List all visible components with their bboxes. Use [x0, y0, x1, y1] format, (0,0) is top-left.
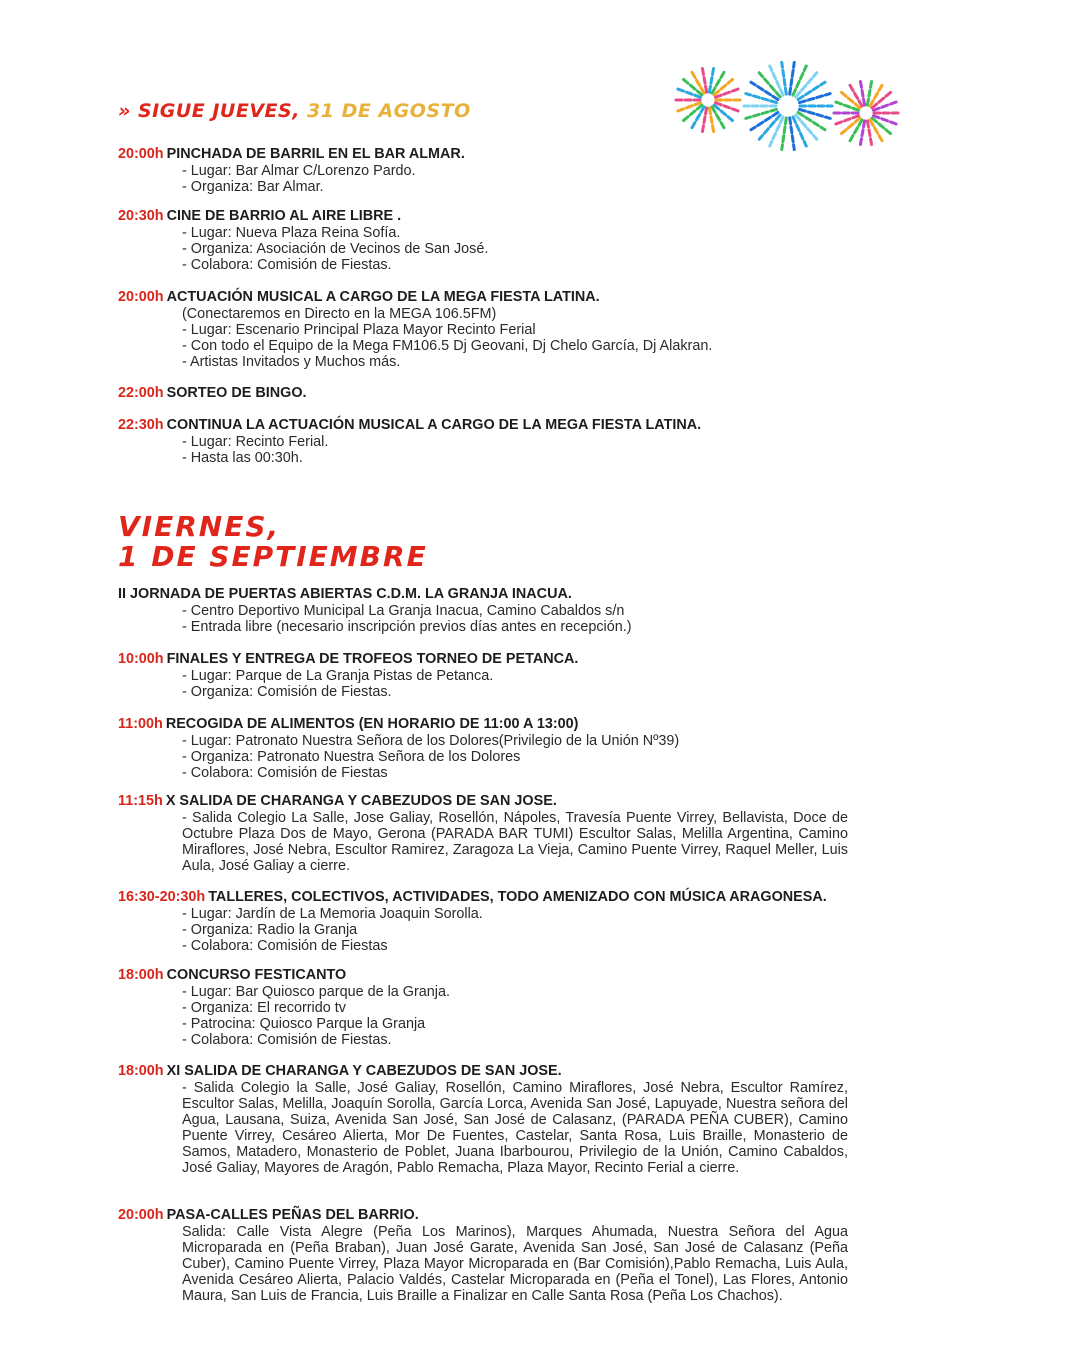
day-title: [118, 512, 428, 572]
event-detail: - Lugar: Parque de La Granja Pistas de Petanca.: [182, 668, 494, 684]
event-detail: - Colabora: Comisión de Fiestas: [182, 765, 388, 781]
event-detail: - Lugar: Nueva Plaza Reina Sofía.: [182, 225, 401, 241]
event-heading: [118, 651, 848, 668]
event-heading: [118, 716, 848, 733]
event-detail: - Lugar: Jardín de La Memoria Joaquin Sorolla.: [182, 906, 483, 922]
event-time: 10:00h: [118, 651, 164, 667]
event-heading: [118, 146, 848, 163]
event-block: [118, 586, 848, 635]
event-detail: - Colabora: Comisión de Fiestas: [182, 938, 388, 954]
event-time: 11:00h: [118, 716, 163, 732]
event-block: [118, 417, 848, 466]
event-block: [118, 1063, 848, 1176]
event-title: X SALIDA DE CHARANGA Y CABEZUDOS DE SAN JOSE.: [165, 793, 557, 809]
event-block: [118, 1207, 848, 1304]
event-heading: [118, 385, 848, 402]
event-detail: - Organiza: El recorrido tv: [182, 1000, 346, 1016]
event-detail: - Lugar: Bar Quiosco parque de la Granja.: [182, 984, 450, 1000]
event-title: PINCHADA DE BARRIL EN EL BAR ALMAR.: [166, 146, 465, 162]
event-title: ACTUACIÓN MUSICAL A CARGO DE LA MEGA FIESTA LATINA.: [166, 289, 600, 305]
event-heading: [118, 586, 848, 603]
event-heading: [118, 889, 848, 906]
event-time: 20:30h: [118, 208, 164, 224]
event-detail: - Centro Deportivo Municipal La Granja Inacua, Camino Cabaldos s/n: [182, 603, 625, 619]
event-block: [118, 289, 848, 370]
event-detail: - Lugar: Recinto Ferial.: [182, 434, 329, 450]
event-block: [118, 793, 848, 874]
event-block: [118, 208, 848, 273]
event-time: 11:15h: [118, 793, 163, 809]
event-detail: (Conectaremos en Directo en la MEGA 106.5FM): [182, 306, 497, 322]
event-time: 22:30h: [118, 417, 164, 433]
event-heading: [118, 1063, 848, 1080]
event-block: [118, 967, 848, 1048]
event-detail: - Colabora: Comisión de Fiestas.: [182, 1032, 392, 1048]
event-detail: - Patrocina: Quiosco Parque la Granja: [182, 1016, 426, 1032]
event-detail: - Hasta las 00:30h.: [182, 450, 303, 466]
event-detail: - Lugar: Patronato Nuestra Señora de los Dolores(Privilegio de la Unión Nº39): [182, 733, 680, 749]
event-title: TALLERES, COLECTIVOS, ACTIVIDADES, TODO AMENIZADO CON MÚSICA ARAGONESA.: [208, 889, 827, 905]
fireworks-icon: [668, 58, 908, 158]
event-detail: - Organiza: Comisión de Fiestas.: [182, 684, 392, 700]
event-route: - Salida Colegio la Salle, José Galiay, Rosellón, Camino Miraflores, José Nebra, Escultor Ramírez, Escultor Salas, Melilla, Joaquín Sorolla, García Lorca, Avenida San José, Lapuyade, Nuestra señora del Agua, Lausana, Suiza, Avenida San José, San José de Calasanz, (PARADA PEÑA CUBER), Camino Puente Virrey, Cesáreo Alierta, Mor De Fuentes, Castelar, Santa Rosa, Luis Braille, Monasterio de Samos, Matadero, Monasterio de Poblet, Juana Ibarbourou, Privilegio de la Unión, Camino Cabaldos, José Galiay, Mayores de Aragón, Pablo Remacha, Plaza Mayor, Recinto Ferial a cierre.: [182, 1080, 848, 1176]
continued-day-label: SIGUE JUEVES,: [137, 100, 300, 122]
event-title: RECOGIDA DE ALIMENTOS (EN HORARIO DE 11:00 A 13:00): [165, 716, 579, 732]
event-block: [118, 889, 848, 954]
event-detail: - Entrada libre (necesario inscripción previos días antes en recepción.): [182, 619, 632, 635]
event-heading: [118, 289, 848, 306]
event-detail: - Organiza: Bar Almar.: [182, 179, 324, 195]
event-heading: [118, 208, 848, 225]
event-detail: - Lugar: Escenario Principal Plaza Mayor Recinto Ferial: [182, 322, 536, 338]
event-time: 18:00h: [118, 967, 164, 983]
event-title: CONCURSO FESTICANTO: [166, 967, 347, 983]
event-detail: - Colabora: Comisión de Fiestas.: [182, 257, 392, 273]
event-detail: - Lugar: Bar Almar C/Lorenzo Pardo.: [182, 163, 416, 179]
event-block: [118, 651, 848, 700]
event-time: 20:00h: [118, 289, 164, 305]
event-heading: [118, 967, 848, 984]
event-time: 22:00h: [118, 385, 164, 401]
event-block: [118, 716, 848, 781]
continued-date-label: 31 DE AGOSTO: [307, 100, 471, 122]
event-detail: - Organiza: Radio la Granja: [182, 922, 358, 938]
event-title: PASA-CALLES PEÑAS DEL BARRIO.: [166, 1207, 419, 1223]
event-title: CINE DE BARRIO AL AIRE LIBRE .: [166, 208, 402, 224]
event-title: II JORNADA DE PUERTAS ABIERTAS C.D.M. LA GRANJA INACUA.: [118, 586, 572, 602]
event-detail: - Artistas Invitados y Muchos más.: [182, 354, 401, 370]
event-title: FINALES Y ENTREGA DE TROFEOS TORNEO DE PETANCA.: [166, 651, 579, 667]
event-title: CONTINUA LA ACTUACIÓN MUSICAL A CARGO DE LA MEGA FIESTA LATINA.: [166, 417, 702, 433]
continued-day-header: [118, 100, 471, 122]
day-title-line1: VIERNES,: [118, 510, 281, 543]
event-block: [118, 146, 848, 195]
day-title-line2: 1 DE SEPTIEMBRE: [118, 540, 428, 573]
event-block: [118, 385, 848, 402]
event-title: XI SALIDA DE CHARANGA Y CABEZUDOS DE SAN JOSE.: [166, 1063, 562, 1079]
event-time: 20:00h: [118, 1207, 164, 1223]
event-detail: - Organiza: Patronato Nuestra Señora de los Dolores: [182, 749, 521, 765]
event-time: 18:00h: [118, 1063, 164, 1079]
event-title: SORTEO DE BINGO.: [166, 385, 307, 401]
event-detail: - Con todo el Equipo de la Mega FM106.5 Dj Geovani, Dj Chelo García, Dj Alakran.: [182, 338, 713, 354]
double-arrow-icon: »: [118, 100, 131, 122]
event-route: Salida: Calle Vista Alegre (Peña Los Marinos), Marques Ahumada, Nuestra Señora del Agua Microparada en (Peña Braban), Juan José Garate, Avenida San José, San José de Calasanz (Peña Cuber), Camino Puente Virrey, Plaza Mayor Microparada en (Bar Comisión),Pablo Remacha, Luis Aula, Avenida Cesáreo Alierta, Palacio Valdés, Castelar Microparada en (Peña el Tonel), Las Flores, Antonio Maura, San Luis de Francia, Luis Braille a Finalizar en Calle Santa Rosa (Peña Los Chachos).: [182, 1224, 848, 1304]
event-detail: - Organiza: Asociación de Vecinos de San José.: [182, 241, 489, 257]
event-heading: [118, 417, 848, 434]
event-heading: [118, 1207, 848, 1224]
event-time: 16:30-20:30h: [118, 889, 206, 905]
event-time: 20:00h: [118, 146, 164, 162]
event-route: - Salida Colegio La Salle, Jose Galiay, Rosellón, Nápoles, Travesía Puente Virrey, Bellavista, Doce de Octubre Plaza Dos de Mayo, Gerona (PARADA BAR TUMI) Escultor Salas, Melilla Argentina, Camino Miraflores, José Nebra, Escultor Ramirez, Zaragoza La Vieja, Camino Puente Virrey, Raquel Meller, Luis Aula, José Galiay a cierre.: [182, 810, 848, 874]
event-heading: [118, 793, 848, 810]
